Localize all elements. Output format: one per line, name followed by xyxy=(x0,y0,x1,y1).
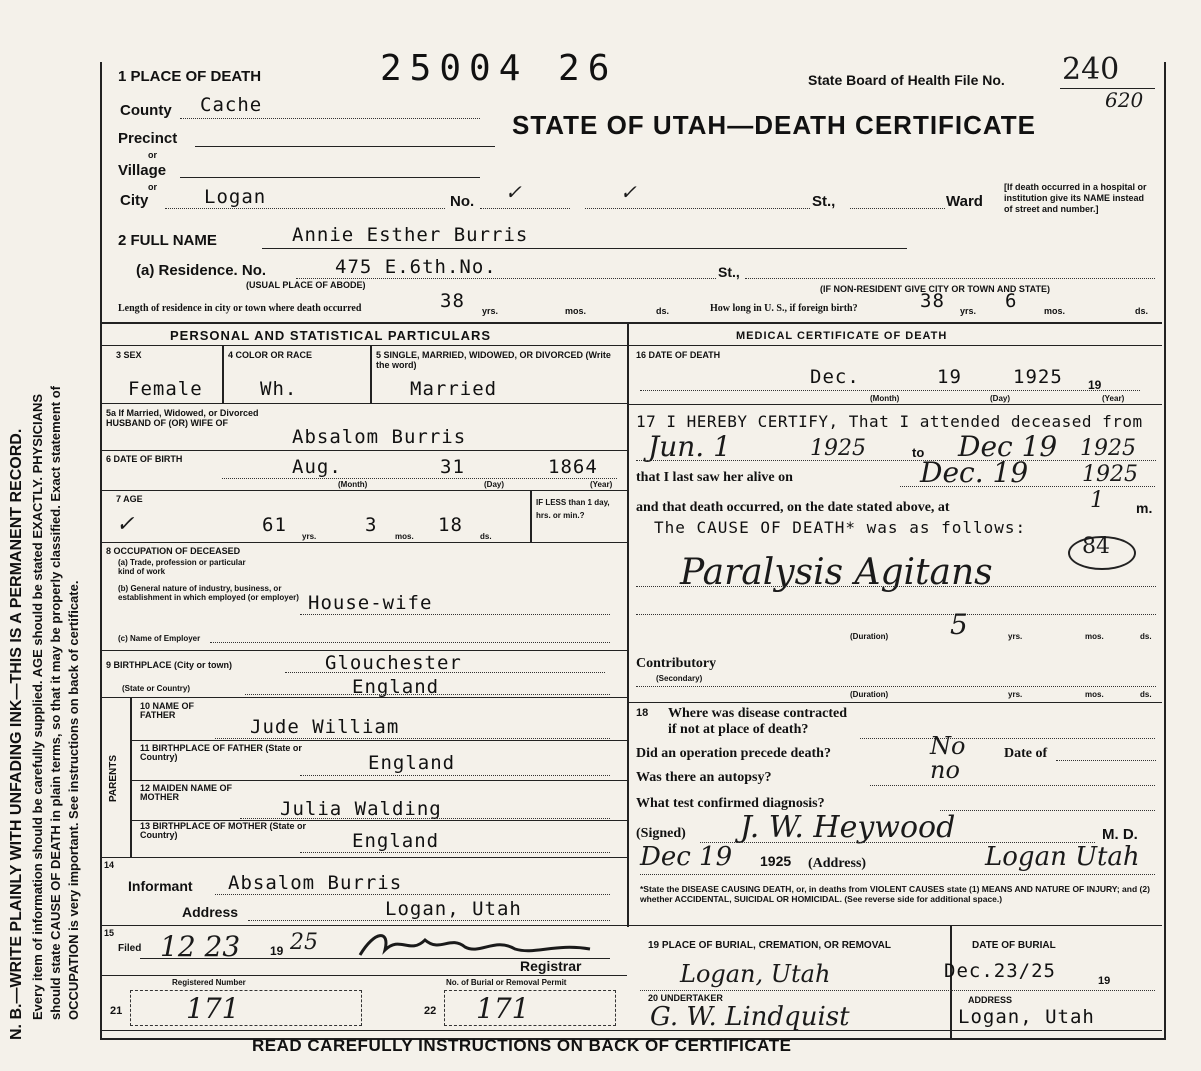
duration-ds-2: ds. xyxy=(1140,690,1152,699)
death-occurred-text: and that death occurred, on the date stated above, at xyxy=(636,500,950,515)
father-name-label: 10 NAME OF FATHER xyxy=(140,701,195,720)
us-yrs-unit: yrs. xyxy=(960,306,977,316)
burial-permit-label: No. of Burial or Removal Permit xyxy=(446,978,567,987)
birthplace-city: Glouchester xyxy=(325,652,462,674)
test-confirmed-label: What test confirmed diagnosis? xyxy=(636,796,825,811)
us-months-value: 6 xyxy=(1005,290,1018,312)
sex-value: Female xyxy=(128,378,203,400)
if-less-label: IF LESS than 1 day, hrs. or min.? xyxy=(536,498,610,520)
last-saw-value: Dec. 19 xyxy=(920,456,1029,489)
file-no-sub: 620 xyxy=(1105,88,1144,112)
marital-value: Married xyxy=(410,378,498,400)
cause-code: 84 xyxy=(1082,534,1110,559)
informant-value: Absalom Burris xyxy=(228,872,403,894)
color-label: 4 COLOR OR RACE xyxy=(228,350,313,360)
us-residence-label: How long in U. S., if foreign birth? xyxy=(710,303,858,314)
birthplace-state-sub: (State or Country) xyxy=(122,684,190,693)
length-ds-unit: ds. xyxy=(656,306,670,316)
operation-value: No xyxy=(930,732,966,760)
personal-section-title: PERSONAL AND STATISTICAL PARTICULARS xyxy=(170,328,492,343)
dob-year: 1864 xyxy=(548,456,598,478)
residence-st-label: St., xyxy=(718,264,740,280)
residence-label: (a) Residence. No. xyxy=(136,262,267,279)
burial-place-value: Logan, Utah xyxy=(680,960,831,988)
duration-yrs-1: yrs. xyxy=(1008,632,1023,641)
us-mos-unit: mos. xyxy=(1044,306,1066,316)
side-note-line3: should state CAUSE OF DEATH in plain terms, so that it may be properly classified. Exact statement of xyxy=(48,385,63,1020)
age-ds-unit: ds. xyxy=(480,532,492,541)
certify-text: 17 I HEREBY CERTIFY, That I attended deceased from xyxy=(636,412,1143,431)
undertaker-value: G. W. Lindquist xyxy=(650,1002,850,1032)
undertaker-label: 20 UNDERTAKER xyxy=(648,993,723,1003)
undertaker-address-label: ADDRESS xyxy=(968,995,1013,1005)
age-check: ✓ xyxy=(116,512,135,537)
birthplace-label: 9 BIRTHPLACE (City or town) xyxy=(106,660,232,670)
filed-label: Filed xyxy=(118,943,142,954)
footer-instructions: READ CAREFULLY INSTRUCTIONS ON BACK OF CERTIFICATE xyxy=(252,1036,792,1055)
autopsy-label: Was there an autopsy? xyxy=(636,770,772,785)
secondary-label: (Secondary) xyxy=(656,674,703,683)
where-contracted-label: Where was disease contracted xyxy=(668,706,847,721)
burial-date-value: Dec.23/25 xyxy=(944,960,1056,982)
cause-value: Paralysis Agitans xyxy=(680,552,993,593)
filed-year-prefix: 19 xyxy=(270,944,284,958)
or-1: or xyxy=(148,150,157,160)
death-year-sub: (Year) xyxy=(1102,394,1125,403)
street-label: St., xyxy=(812,193,836,210)
check-mark-2: ✓ xyxy=(620,180,637,204)
death-month-sub: (Month) xyxy=(870,394,900,403)
nonresident-note: (IF NON-RESIDENT GIVE CITY OR TOWN AND STATE) xyxy=(820,284,1051,294)
registered-number-value: 171 xyxy=(186,992,240,1025)
color-value: Wh. xyxy=(260,378,298,400)
registrar-label: Registrar xyxy=(520,958,582,974)
sign-address-label: (Address) xyxy=(808,856,867,871)
item-18: 18 xyxy=(636,707,649,719)
father-birthplace-label: 11 BIRTHPLACE OF FATHER (State or Country) xyxy=(140,743,302,762)
contributory-label: Contributory xyxy=(636,656,717,671)
sign-date: Dec 19 xyxy=(640,842,733,872)
to-label: to xyxy=(912,445,925,460)
occupation-label: 8 OCCUPATION OF DECEASED xyxy=(106,546,241,556)
death-occurred-time: 1 xyxy=(1090,488,1104,513)
full-name-label: 2 FULL NAME xyxy=(118,232,217,249)
duration-label-2: (Duration) xyxy=(850,690,889,699)
length-of-residence-label: Length of residence in city or town where death occurred xyxy=(118,303,362,314)
file-no-label: State Board of Health File No. xyxy=(808,72,1005,88)
filed-value: 12 23 xyxy=(160,930,241,963)
certificate-title: STATE OF UTAH—DEATH CERTIFICATE xyxy=(512,110,1036,140)
date-of-death-label: 16 DATE OF DEATH xyxy=(636,350,721,360)
dob-month: Aug. xyxy=(292,456,342,478)
father-name-value: Jude William xyxy=(250,716,400,738)
dob-day-sub: (Day) xyxy=(484,480,505,489)
signed-value: J. W. Heywood xyxy=(740,810,956,845)
occupation-a-label: (a) Trade, profession or particular kind of work xyxy=(118,558,246,576)
occupation-value: House-wife xyxy=(308,592,433,614)
precinct-label: Precinct xyxy=(118,130,178,147)
duration-ds-1: ds. xyxy=(1140,632,1152,641)
undertaker-address-value: Logan, Utah xyxy=(958,1006,1095,1028)
item-22: 22 xyxy=(424,1005,437,1017)
item-14: 14 xyxy=(104,860,115,870)
us-years-value: 38 xyxy=(920,290,945,312)
residence-value: 475 E.6th.No. xyxy=(335,256,497,278)
place-of-death-label: 1 PLACE OF DEATH xyxy=(118,68,262,85)
duration-mos-2: mos. xyxy=(1085,690,1104,699)
attended-to-year: 1925 xyxy=(1080,436,1136,461)
cause-label: The CAUSE OF DEATH* was as follows: xyxy=(654,518,1027,537)
spouse-label: 5a If Married, Widowed, or Divorced HUSBAND OF (OR) WIFE OF xyxy=(106,408,259,428)
death-day-sub: (Day) xyxy=(990,394,1011,403)
ward-label: Ward xyxy=(946,193,983,210)
death-year-19: 19 xyxy=(1088,378,1102,392)
father-birthplace-value: England xyxy=(368,752,456,774)
mother-birthplace-label: 13 BIRTHPLACE OF MOTHER (State or Country) xyxy=(140,821,307,840)
signed-label: (Signed) xyxy=(636,826,686,841)
spouse-value: Absalom Burris xyxy=(292,426,467,448)
burial-permit-box xyxy=(444,990,616,1026)
county-value: Cache xyxy=(200,94,263,116)
item-15: 15 xyxy=(104,928,115,938)
us-ds-unit: ds. xyxy=(1135,306,1149,316)
where-contracted-sub: if not at place of death? xyxy=(668,722,809,737)
age-mos-unit: mos. xyxy=(395,532,414,541)
ward-note: [If death occurred in a hospital or institution give its NAME instead of street and number.] xyxy=(1004,182,1147,214)
dob-month-sub: (Month) xyxy=(338,480,368,489)
age-days: 18 xyxy=(438,514,463,536)
registered-number-box xyxy=(130,990,362,1026)
occupation-b-label: (b) General nature of industry, business, or establishment in which employed (or employer) xyxy=(118,584,299,602)
mother-name-label: 12 MAIDEN NAME OF MOTHER xyxy=(140,783,233,802)
marital-label: 5 SINGLE, MARRIED, WIDOWED, OR DIVORCED (Write the word) xyxy=(376,350,611,370)
certificate-number: 25004 26 xyxy=(380,48,618,89)
burial-date-label: DATE OF BURIAL xyxy=(972,940,1056,951)
birthplace-country: England xyxy=(352,676,440,698)
duration-value: 5 xyxy=(950,608,968,641)
death-day: 19 xyxy=(937,366,962,388)
filed-year: 25 xyxy=(290,930,318,955)
side-note-line4: OCCUPATION is very important. See instructions on back of certificate. xyxy=(66,580,81,1020)
last-saw-text: that I last saw her alive on xyxy=(636,470,793,485)
attended-from: Jun. 1 xyxy=(648,430,731,463)
side-note-line2: Every item of information should be carefully supplied. AGE should be stated EXACTLY. PHYSICIANS xyxy=(30,393,45,1020)
informant-address-value: Logan, Utah xyxy=(385,898,522,920)
date-of-label: Date of xyxy=(1004,746,1048,761)
county-label: County xyxy=(120,102,172,119)
side-note-main: N. B.—WRITE PLAINLY WITH UNFADING INK—THIS IS A PERMANENT RECORD. xyxy=(8,428,25,1040)
village-label: Village xyxy=(118,162,167,179)
burial-place-label: 19 PLACE OF BURIAL, CREMATION, OR REMOVAL xyxy=(648,940,891,951)
duration-yrs-2: yrs. xyxy=(1008,690,1023,699)
m-label: m. xyxy=(1136,500,1153,516)
burial-year-19: 19 xyxy=(1098,975,1111,987)
registered-number-label: Registered Number xyxy=(172,978,246,987)
death-year: 1925 xyxy=(1013,366,1063,388)
full-name-value: Annie Esther Burris xyxy=(292,224,529,246)
city-label: City xyxy=(120,192,149,209)
or-2: or xyxy=(148,182,157,192)
residence-sub: (USUAL PLACE OF ABODE) xyxy=(246,280,366,290)
employer-label: (c) Name of Employer xyxy=(118,634,201,643)
length-years-value: 38 xyxy=(440,290,465,312)
mother-name-value: Julia Walding xyxy=(280,798,442,820)
sign-address-value: Logan Utah xyxy=(985,842,1140,872)
cause-footnote: *State the DISEASE CAUSING DEATH, or, in deaths from VIOLENT CAUSES state (1) MEANS AND NATURE OF INJURY; and (2) whether ACCIDENTAL, SUICIDAL OR HOMICIDAL. (See reverse side for additional space.) xyxy=(640,884,1150,904)
city-value: Logan xyxy=(204,186,267,208)
attended-from-year: 1925 xyxy=(810,436,866,461)
last-saw-year: 1925 xyxy=(1082,462,1138,487)
length-mos-unit: mos. xyxy=(565,306,587,316)
attended-to: Dec 19 xyxy=(958,430,1058,463)
age-yrs-unit: yrs. xyxy=(302,532,317,541)
dob-day: 31 xyxy=(440,456,465,478)
operation-label: Did an operation precede death? xyxy=(636,746,831,761)
sex-label: 3 SEX xyxy=(116,350,142,360)
age-years: 61 xyxy=(262,514,287,536)
informant-address-label: Address xyxy=(182,904,239,920)
sign-year: 1925 xyxy=(760,853,792,869)
parents-label: PARENTS xyxy=(108,754,119,802)
burial-permit-value: 171 xyxy=(476,992,530,1025)
mother-birthplace-value: England xyxy=(352,830,440,852)
duration-label-1: (Duration) xyxy=(850,632,889,641)
length-yrs-unit: yrs. xyxy=(482,306,499,316)
informant-label: Informant xyxy=(128,878,193,894)
autopsy-value: no xyxy=(930,756,960,784)
dob-label: 6 DATE OF BIRTH xyxy=(106,454,183,464)
file-no-value: 240 xyxy=(1062,52,1120,87)
item-21: 21 xyxy=(110,1005,123,1017)
age-months: 3 xyxy=(365,514,378,536)
check-mark-1: ✓ xyxy=(505,180,522,204)
age-label: 7 AGE xyxy=(116,494,143,504)
death-month: Dec. xyxy=(810,366,860,388)
no-label: No. xyxy=(450,193,475,210)
duration-mos-1: mos. xyxy=(1085,632,1104,641)
md-label: M. D. xyxy=(1102,826,1138,843)
dob-year-sub: (Year) xyxy=(590,480,613,489)
medical-section-title: MEDICAL CERTIFICATE OF DEATH xyxy=(736,330,948,342)
